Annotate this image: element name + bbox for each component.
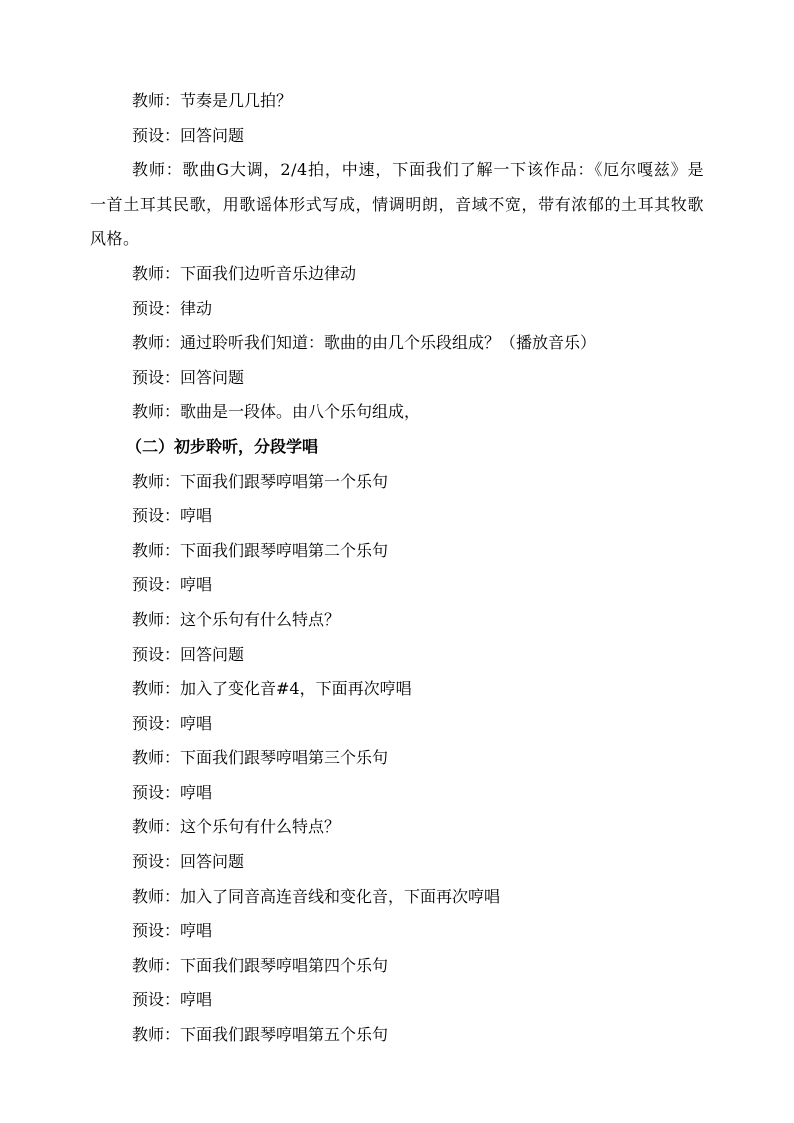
text-line: 教师：下面我们跟琴哼唱第四个乐句 [132,955,389,975]
document-body [90,84,704,1053]
text-line: 预设：律动 [132,298,213,318]
text-line: 教师：下面我们跟琴哼唱第三个乐句 [132,748,389,768]
text-line: 教师：下面我们边听音乐边律动 [132,263,357,283]
text-paragraph: 教师：歌曲G大调，2/4拍，中速，下面我们了解一下该作品：《厄尔嘎兹》是一首土耳其民歌，用歌谣体形式写成，情调明朗，音域不宽，带有浓郁的土耳其牧歌风格。 [90,160,704,249]
text-line: 预设：哼唱 [132,506,213,526]
text-line: 预设：哼唱 [132,990,213,1010]
text-line: 预设：回答问题 [132,367,245,387]
text-line: 教师：下面我们跟琴哼唱第一个乐句 [132,471,389,491]
text-line: 预设：回答问题 [132,644,245,664]
text-line: 教师：这个乐句有什么特点？ [132,609,341,629]
section-heading: （二）初步聆听，分段学唱 [126,436,319,456]
text-line: 预设：哼唱 [132,713,213,733]
text-line: 预设：回答问题 [132,852,245,872]
text-line: 教师：加入了变化音#4，下面再次哼唱 [132,679,412,699]
text-line: 教师：通过聆听我们知道：歌曲的由几个乐段组成？（播放音乐） [132,333,597,353]
text-line: 预设：哼唱 [132,575,213,595]
text-line: 教师：加入了同音高连音线和变化音，下面再次哼唱 [132,886,501,906]
text-line: 教师：这个乐句有什么特点？ [132,817,341,837]
text-line: 教师：节奏是几几拍？ [132,91,293,110]
text-line: 预设：哼唱 [132,782,213,802]
text-line: 教师：下面我们跟琴哼唱第二个乐句 [132,540,389,560]
text-line: 教师：歌曲是一段体。由八个乐句组成， [132,402,421,422]
text-line: 预设：哼唱 [132,921,213,941]
text-line: 教师：下面我们跟琴哼唱第五个乐句 [132,1025,389,1045]
text-line: 预设：回答问题 [132,125,245,145]
